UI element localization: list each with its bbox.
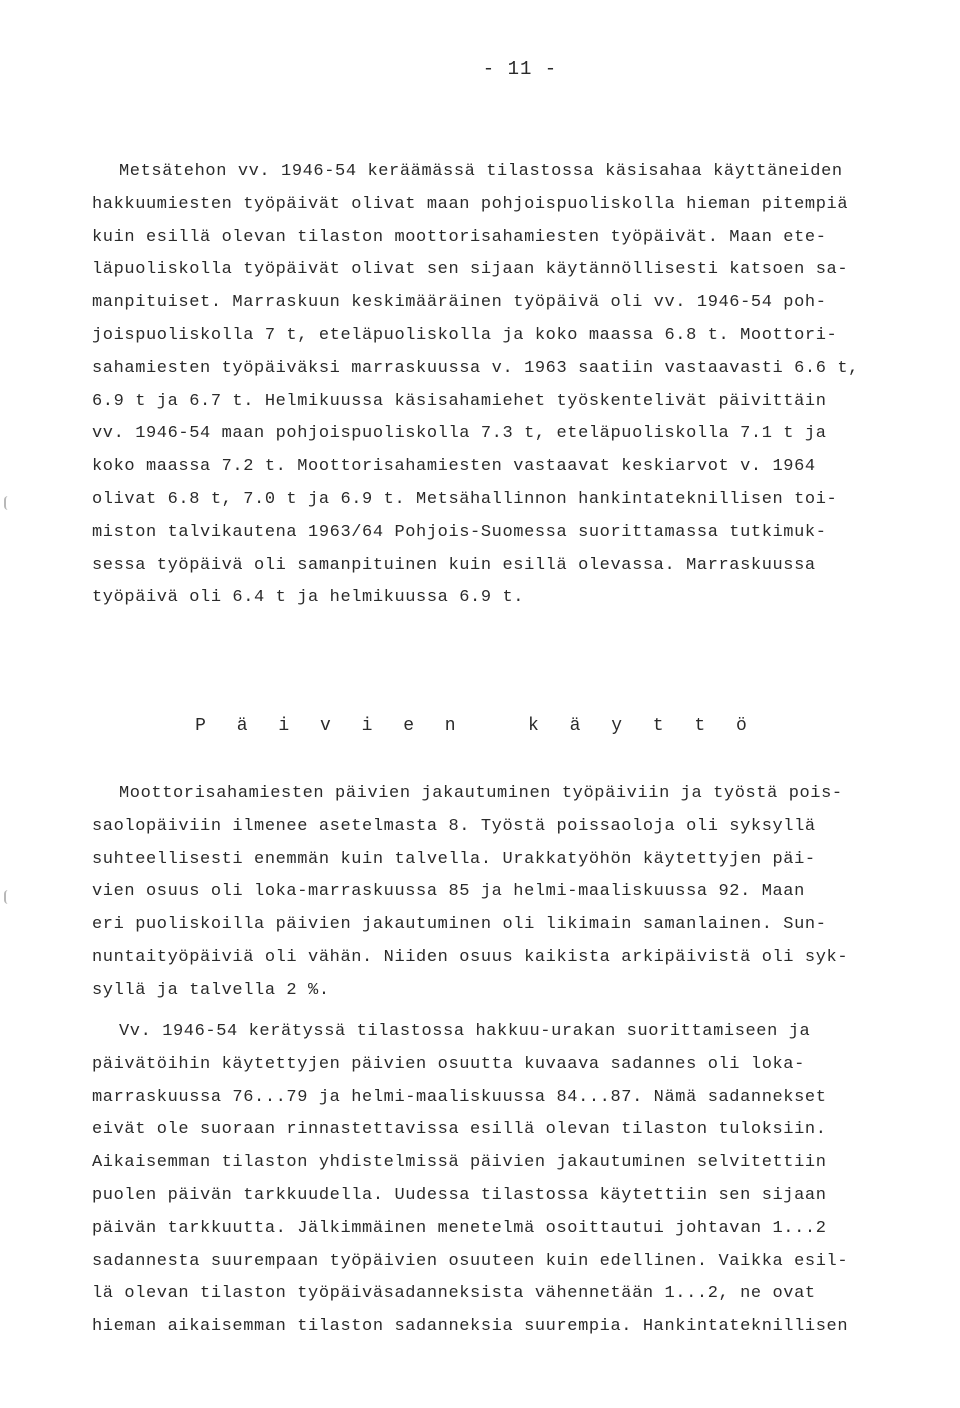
- text-line: olivat 6.8 t, 7.0 t ja 6.9 t. Metsähallinnon hankintateknillisen toi-: [92, 489, 838, 509]
- text-line: koko maassa 7.2 t. Moottorisahamiesten vastaavat keskiarvot v. 1964: [92, 457, 816, 477]
- text-line: sadannesta suurempaan työpäivien osuuteen kuin edellinen. Vaikka esil-: [92, 1251, 849, 1271]
- text-line: sessa työpäivä oli samanpituinen kuin esillä olevassa. Marraskuussa: [92, 555, 816, 575]
- text-line: suhteellisesti enemmän kuin talvella. Urakkatyöhön käytettyjen päi-: [92, 849, 816, 869]
- text-line: vien osuus oli loka-marraskuussa 85 ja helmi-maaliskuussa 92. Maan: [92, 882, 805, 902]
- text-line: syllä ja talvella 2 %.: [92, 980, 330, 1000]
- section-heading: P ä i v i e n k ä y t t ö: [195, 716, 757, 736]
- text-line: kuin esillä olevan tilaston moottorisahamiesten työpäivät. Maan ete-: [92, 227, 827, 247]
- text-line: puolen päivän tarkkuudella. Uudessa tilastossa käytettiin sen sijaan: [92, 1185, 827, 1205]
- text-line: Vv. 1946-54 kerätyssä tilastossa hakkuu-urakan suorittamiseen ja: [119, 1022, 811, 1041]
- paragraph-2: [92, 778, 892, 1008]
- text-line: miston talvikautena 1963/64 Pohjois-Suomessa suorittamassa tutkimuk-: [92, 522, 827, 542]
- text-line: päivän tarkkuutta. Jälkimmäinen menetelmä osoittautui johtavan 1...2: [92, 1218, 827, 1238]
- text-line: eri puoliskoilla päivien jakautuminen oli likimain samanlainen. Sun-: [92, 915, 827, 935]
- text-line: hakkuumiesten työpäivät olivat maan pohjoispuoliskolla hieman pitempiä: [92, 194, 849, 214]
- paragraph-1: [92, 156, 892, 615]
- text-line: Moottorisahamiesten päivien jakautuminen työpäiviin ja työstä pois-: [119, 784, 843, 803]
- text-line: läpuoliskolla työpäivät olivat sen sijaan käytännöllisesti katsoen sa-: [92, 260, 849, 280]
- margin-mark: [4, 496, 12, 510]
- text-line: työpäivä oli 6.4 t ja helmikuussa 6.9 t.: [92, 588, 525, 608]
- text-line: vv. 1946-54 maan pohjoispuoliskolla 7.3 t, eteläpuoliskolla 7.1 t ja: [92, 424, 827, 444]
- text-line: saolopäiviin ilmenee asetelmasta 8. Työstä poissaoloja oli syksyllä: [92, 816, 816, 836]
- text-line: hieman aikaisemman tilaston sadanneksia suurempia. Hankintateknillisen: [92, 1317, 849, 1337]
- text-line: lä olevan tilaston työpäiväsadanneksista vähennetään 1...2, ne ovat: [92, 1284, 816, 1304]
- text-line: Aikaisemman tilaston yhdistelmissä päivien jakautuminen selvitettiin: [92, 1153, 827, 1173]
- page-number: - 11 -: [482, 58, 558, 80]
- margin-mark: [4, 890, 12, 904]
- paragraph-3: [92, 1016, 892, 1344]
- text-line: marraskuussa 76...79 ja helmi-maaliskuussa 84...87. Nämä sadannekset: [92, 1087, 827, 1107]
- text-line: päivätöihin käytettyjen päivien osuutta kuvaava sadannes oli loka-: [92, 1054, 805, 1074]
- text-line: Metsätehon vv. 1946-54 keräämässä tilastossa käsisahaa käyttäneiden: [119, 162, 843, 181]
- text-line: nuntaityöpäiviä oli vähän. Niiden osuus kaikista arkipäivistä oli syk-: [92, 947, 849, 967]
- text-line: eivät ole suoraan rinnastettavissa esillä olevan tilaston tuloksiin.: [92, 1120, 827, 1140]
- text-line: manpituiset. Marraskuun keskimääräinen työpäivä oli vv. 1946-54 poh-: [92, 293, 827, 313]
- text-line: sahamiesten työpäiväksi marraskuussa v. 1963 saatiin vastaavasti 6.6 t,: [92, 358, 859, 378]
- text-line: 6.9 t ja 6.7 t. Helmikuussa käsisahamiehet työskentelivät päivittäin: [92, 391, 827, 411]
- text-line: joispuoliskolla 7 t, eteläpuoliskolla ja koko maassa 6.8 t. Moottori-: [92, 325, 838, 345]
